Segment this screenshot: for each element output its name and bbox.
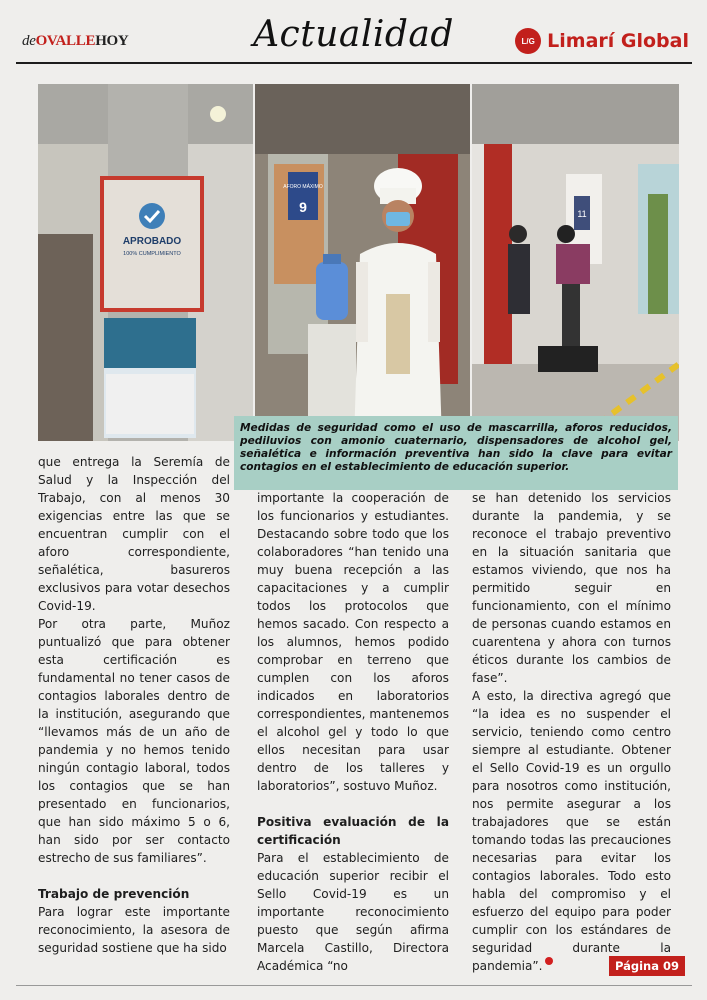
col3-paragraph-2	[472, 687, 671, 975]
lg-brand-text: Limarí Global	[547, 30, 689, 52]
col1-paragraph-2: Por otra parte, Muñoz puntualizó que para obtener esta certificación es fundamental no tener casos de contagios laborales dentro de la institución, asegurando que “llevamos más de un año de pandemia y no hemos tenido ningún contagio laboral, todos los contagios que se han presentado en funcionarios, que han sido máximo 5 o 6, han sido por ser contacto estrecho de sus familiares”.	[38, 617, 230, 865]
column-3	[472, 489, 671, 975]
photo-caption: Medidas de seguridad como el uso de mascarrilla, aforos reducidos, pediluvios con amonio cuaternario, dispensadores de alcohol gel, señalética e información preventiva han sido la clave para evitar contagios en el establecimiento de educación superior.	[234, 416, 678, 490]
col3-paragraph-1: se han detenido los servicios durante la pandemia, y se reconoce el trabajo preventivo en la situación sanitaria que estamos viviendo, que nos ha permitido seguir en funcionamiento, con el mínimo de personas cuando estamos en cuarentena y ahora con turnos éticos durante los cambios de fase”.	[472, 491, 671, 685]
header-divider	[16, 62, 692, 64]
spacer	[257, 795, 449, 813]
col1-subheading: Trabajo de prevención	[38, 887, 190, 901]
col3-paragraph-2-text: A esto, la directiva agregó que “la idea es no suspender el servicio, teniendo como centro siempre al estudiante. Obtener el Sello Covid-19 es un orgullo para nosotros como institución, nos permite asegurar a los trabajadores que se están tomando todas las precauciones necesarias para evitar los contagios laborales. Todo esto habla del compromiso y el esfuerzo del equipo para poder cumplir con los estándares de seguridad durante la pandemia”.	[472, 689, 671, 974]
column-2	[257, 489, 449, 975]
limari-global-logo	[515, 28, 689, 54]
col1-paragraph-1: que entrega la Seremía de Salud y la Inspección del Trabajo, con al menos 30 exigencias entre las que se encuentran cumplir con el aforo correspondiente, señalética, basureros exclusivos para votar desechos Covid-19.	[38, 455, 230, 613]
aforo-label: AFORO MÁXIMO	[283, 184, 323, 190]
logo-hoy: HOY	[95, 33, 129, 49]
section-title: Actualidad	[253, 14, 454, 55]
end-mark-icon	[545, 957, 553, 965]
page-header	[0, 0, 707, 62]
aforo-number: 9	[299, 199, 307, 215]
footer-line	[16, 985, 692, 986]
column-1	[38, 453, 230, 957]
approved-sign-title: APROBADO	[122, 236, 182, 247]
col2-paragraph-1: importante la cooperación de los funcionarios y estudiantes. Destacando sobre todo que los colaboradores “han tenido una muy buena recepción a las capacitaciones y a cumplir todos los protocolos que hemos sacado. Con respecto a los alumnos, hemos podido comprobar en terreno que cumplen con los aforos indicados en laboratorios correspondientes, mantenemos el alcohol gel y todo lo que ellos necesitan para usar dentro de los talleres y laboratorios”, sostuvo Muñoz.	[257, 491, 449, 793]
article-photo	[38, 84, 679, 441]
door-number: 11	[577, 209, 587, 219]
logo-de: de	[22, 33, 36, 49]
page-number: Página 09	[609, 956, 685, 976]
approved-sign-sub: 100% CUMPLIMIENTO	[123, 251, 181, 257]
logo-ovalle: OVALLE	[35, 33, 96, 49]
col2-subheading: Positiva evaluación de la certificación	[257, 815, 449, 847]
col1-paragraph-3: Para lograr este importante reconocimiento, la asesora de seguridad sostiene que ha sido	[38, 905, 230, 955]
spacer	[38, 867, 230, 885]
lg-badge-icon: L/G	[515, 28, 541, 54]
col2-paragraph-2: Para el establecimiento de educación superior recibir el Sello Covid-19 es un importante reconocimiento puesto que según afirma Marcela Castillo, Directora Académica “no	[257, 851, 449, 973]
